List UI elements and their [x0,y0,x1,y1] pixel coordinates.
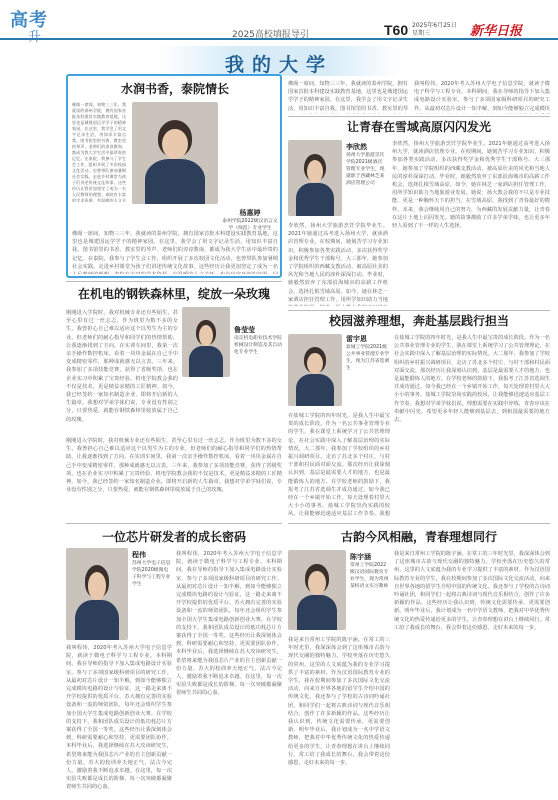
article-5[interactable] [288,312,550,520]
divider [288,523,550,524]
issue-date [412,22,457,38]
article-body-continued: 在盐城工学院的四年时光，是我人生中最宝贵的成长阶段。作为一名公共事业管理专业的学生，我在课堂上系统学习了公共管理理论，在社会实践中深入了解基层治理的实际情况。大二那年，我参加了学校组织的乡村振兴调研项目，走访了苏北多个村庄，与村干部和村民面对面交流。那次经历让我深刻认识到，基层是最需要人才的地方，也是最能锻炼人的地方。在学校老师的鼓励下，我报考了江苏省选调生并成功通过。如今我已经在一个乡镇开始工作，每天处理着村里大大小小的事务。盐城工学院崇尚实践的校风，让我能够迅速适应基层工作节奏。我想 [288,413,390,518]
article-title: 古韵今风相融，青春理想同行 [340,530,497,544]
article-body: 刚刚进入学院时，我对机械专业还有些陌生，甚至心里有过一丝忐忑。作为班里为数不多的女生，我曾担心自己难以适应这个以男生为主的专业。但老师们的耐心指导和同学们的热情帮助，让我逐渐找到了方向。在实训车间里，我第一次亲手操作数控机床，看着一块块金属在自己手中变成精密零件，那种成就感无以言表。三年来，我参加了多项技能竞赛，获得了省级奖项，也在企业实习中积累了宝贵经验。机电学院教会我的不仅是技术，更是精益求精的工匠精神。如今，我已经签约一家知名制造企业，即将开启新的人生篇章。我想对学弟学妹们说，专业没有性别之分，只要热爱，就能在钢铁森林里绽放属于自己的玫瑰。 [66,310,178,423]
issue-date-line: 2025年6月25日 [412,22,457,29]
divider [288,116,550,117]
logo-sub-text: 升 [28,30,42,45]
author-description: 盐城工学院2021级公共事业管理专业学生，现为江苏省选调生 [346,345,390,371]
author-caption [346,334,390,372]
author-description: 苏州大学电子信息学院2020级微电子科学与工程专业学生 [132,561,171,587]
page-header [0,0,558,45]
article-body-continued: 刚刚进入学院时，我对机械专业还有些陌生，甚至心里有过一丝忐忑。作为班里为数不多的女生，我曾担心自己难以适应这个以男生为主的专业。但老师们的耐心指导和同学们的热情帮助，让我逐渐找到了方向。在实训车间里，我第一次亲手操作数控机床，看着一块块金属在自己手中变成精密零件，那种成就感无以言表。三年来，我参加了多项技能竞赛，获得了省级奖项，也在企业实习中积累了宝贵经验。机电学院教会我的不仅是技术，更是精益求精的工匠精神。如今，我已经签约一家知名制造企业，即将开启新的人生篇章。我想对学弟学妹们说，专业没有性别之分，只要热爱，就能在钢铁森林里绽放属于自己的玫瑰。 [66,438,282,494]
article-1[interactable] [72,80,278,275]
article-4[interactable] [288,118,550,308]
article-3[interactable] [66,528,282,796]
page-number: T60 [384,22,409,38]
divider [66,523,282,524]
author-name: 程伟 [132,551,146,559]
article-title: 一位芯片研发者的成长密码 [101,530,246,544]
portrait-photo [132,102,218,204]
author-name: 李欣然 [346,143,367,151]
author-caption [346,142,386,187]
article-2[interactable] [66,285,282,520]
column-title: 2025高校填报导引 [232,30,309,40]
author-caption [350,552,390,590]
article-continuation: 我叫程伟，2020年考入苏州大学电子信息学院，就读于微电子科学与工程专业。本科期间，我在导师的指导下加入集成电路设计实验室，参与了多项国家级科研项目的研究工作。从最初对芯片设计一知半解，到如今能够独立完成模块 [414,81,550,112]
section-title: 我的大学 [224,54,333,76]
author-description: 扬州大学旅游烹饪学院2021级酒店管理专业学生，现就职于西藏林芝某酒店管理公司 [346,153,385,186]
author-caption [222,208,278,232]
author-name: 杨惠婷 [239,209,261,217]
article-6[interactable] [288,528,550,796]
portrait-photo [182,307,230,377]
logo-main-text: 高考 [10,10,48,31]
article-body-col: 佛阁一席间，知物三三年，我就读的泰州学院，拥有国家首批本科建设实践教育基地，这里也是城建国运学学子的精神家园。在这里，我学会了用文字记录生活，用知识丰富自我。图书馆里的书香、教室里的琴声、老师们的谆谆教诲，都成为我大学生活中最珍贵的记忆。在泰院，我参与了学生会工作，组织开展了多次校园文化活动，也曾带队参加暑期社会实践，走进乡村课堂为孩子们讲述传统文化故事。这些经历让我更加坚定了成为一名人民教师的理想。泰院有丰富的学术资源，有温暖的人文关 [72,102,126,202]
author-name: 雷宇恩 [346,335,367,343]
article-body: 李欣然，扬州大学旅游烹饪学院毕业生。2021年她通过高考进入扬州大学，就读酒店管理专业。在校期间，她刻苦学习专业知识，积极参加各类实践活动，多次获得奖学金和优秀学生干部称号。大三那年，她参加了学院组织的西藏支教活动，被高原壮美的风光和当地人民的淳朴深深打动。毕业时，她毅然放弃了东部沿海城市的高薪工作机会，选择扎根雪域高原。如今，她在林芝一家酒店担任管理工作，用所学知识助力当地旅游业发展。她说：扬大教会我的不只是专业技能，更是一种胸怀天下的担当。在雪域高原，我找到了青春最好的模样。未来，我会继续用自己的努力，为西藏的发展贡献力量，让青春在这片土地上闪闪发光。她的故事激励了许多学弟学妹，也让更多年轻人看到了不一样的人生选择。 [392,141,550,230]
article-title: 在机电的钢铁森林里，绽放一朵玫瑰 [77,287,270,301]
article-title: 校园滋养理想，奔赴基层践行担当 [328,314,509,328]
author-caption [132,550,172,588]
author-description: 常州工学院2022级汉语国际教育专业学生，现为常州某校语文实习教师 [350,563,389,589]
article-continuation: 佛阁一席间，知物三三年，我就读的泰州学院，拥有国家首批本科建设实践教育基地，这里也是城建国运学学子的精神家园。在这里，我学会了用文字记录生活，用知识丰富自我。图书馆里的书香、教室里的琴 [288,81,408,112]
divider [288,310,550,311]
article-body: 在盐城工学院的四年时光，是我人生中最宝贵的成长阶段。作为一名公共事业管理专业的学生，我在课堂上系统学习了公共管理理论，在社会实践中深入了解基层治理的实际情况。大二那年，我参加了学校组织的乡村振兴调研项目，走访了苏北多个村庄，与村干部和村民面对面交流。那次经历让我深刻认识到，基层是最需要人才的地方，也是最能锻炼人的地方。在学校老师的鼓励下，我报考了江苏省选调生并成功通过。如今我已经在一个乡镇开始工作，每天处理着村里大大小小的事务。盐城工学院崇尚实践的校风，让我能够迅速适应基层工作节奏。我想对学弟学妹们说，理想需要在实践中淬炼，青春应该在奉献中闪光。希望更多年轻人能够到基层去，到祖国最需要的地方去。 [394,335,550,424]
author-name: 陈宇涵 [350,553,371,561]
issue-weekday: 星期三 [412,30,431,37]
divider [66,281,282,282]
article-body-continued: 我叫程伟，2020年考入苏州大学电子信息学院，就读于微电子科学与工程专业。本科期间，我在导师的指导下加入集成电路设计实验室，参与了多项国家级科研项目的研究工作。从最初对芯片设计一知半解，到如今能够独立完成模块电路的设计与验证，这一路走来离不开学校提供的优质平台。苏大拥有完善的实验设备和一流的师资团队，每年还会组织学生参加全国大学生集成电路创新创业大赛。在学校的支持下，我和团队成员设计的低功耗芯片方案获得了全国一等奖。这些经历让我深刻体会到，科研需要耐心和坚持，更需要团队协作。本科毕业后，我选择继续在苏大攻读研究生，希望将来能为我国芯片产业的自主创新贡献一份力量。苏大的校训养天地正气，法古今完人，激励着我不断追求卓越。在这里，每一次实验失败都是成长的阶梯，每一次突破都凝聚着师生共同的心血。 [66,645,172,791]
article-title: 让青春在雪域高原闪闪发光 [346,120,491,134]
portrait-photo [66,548,128,640]
author-description: 泰州学院2022级汉语言文学（师范）专业学生 [222,219,278,231]
article-body-continued: 李欣然，扬州大学旅游烹饪学院毕业生。2021年她通过高考进入扬州大学，就读酒店管理专业。在校期间，她刻苦学习专业知识，积极参加各类实践活动，多次获得奖学金和优秀学生干部称号。大三那年，她参加了学院组织的西藏支教活动，被高原壮美的风光和当地人民的淳朴深深打动。毕业时，她毅然放弃了东部沿海城市的高薪工作机会，选择扎根雪域高原。如今，她在林芝一家酒店担任管理工作，用所学知识助力当地 [288,223,388,303]
column-logo [10,6,70,46]
author-description: 南京机电职业技术学院机械设计制造及其自动化专业学生 [234,336,282,355]
newspaper-name: 新华日报 [470,24,523,39]
article-body: 我是来自常州工学院的陈宇涵。在常工的三年时光里，我深深体会到了这座城市古韵与现代交融的独特魅力。学校坐落在历史悠久的常州，这里的人文底蕴为我的专业学习提供了丰富的素材。作为汉语国际教育专业的学生，我在校期间参加了多次国际文化交流活动，向来自世界各地的留学生介绍中国的传统文化。我还参与了学校的古诗词吟诵社团，和同学们一起将古典诗词与现代音乐相结合，创作了许多新颖的作品。这些经历让我认识到，传统文化需要传承，更需要创新。明年毕业后，我计划成为一名中学语文教师，把我对中华优秀传统文化的热爱传递给更多的学生，让青春理想在讲台上继续同行。常工给了我成长的舞台，我会带着这份感恩，走好未来的每一步。 [394,551,550,631]
portrait-photo [288,550,346,630]
author-caption [234,325,282,356]
article-body: 我叫程伟，2020年考入苏州大学电子信息学院，就读于微电子科学与工程专业。本科期间，我在导师的指导下加入集成电路设计实验室，参与了多项国家级科研项目的研究工作。从最初对芯片设计一知半解，到如今能够独立完成模块电路的设计与验证，这一路走来离不开学校提供的优质平台。苏大拥有完善的实验设备和一流的师资团队，每年还会组织学生参加全国大学生集成电路创新创业大赛。在学校的支持下，我和团队成员设计的低功耗芯片方案获得了全国一等奖。这些经历让我深刻体会到，科研需要耐心和坚持，更需要团队协作。本科毕业后，我选择继续在苏大攻读研究生，希望将来能为我国芯片产业的自主创新贡献一份力量。苏大的校训养天地正气，法古今完人，激励着我不断追求卓越。在这里，每一次实验失败都是成长的阶梯，每一次突破都凝聚着师生共同的心血。 [176,551,282,697]
article-body-continued: 我是来自常州工学院的陈宇涵。在常工的三年时光里，我深深体会到了这座城市古韵与现代交融的独特魅力。学校坐落在历史悠久的常州，这里的人文底蕴为我的专业学习提供了丰富的素材。作为汉语国际教育专业的学生，我在校期间参加了多次国际文化交流活动，向来自世界各地的留学生介绍中国的传统文化。我还参与了学校的古诗词吟诵社团，和同学们一起将古典诗词与现代音乐相结合，创作了许多新颖的作品。这些经历让我认识到，传统文化需要传承，更需要创新。明年毕业后，我计划成为一名中学语文教师，把我对中华优秀传统文化的热爱传递给更多的学生，让青春理想在讲台上继续同行。常工给了我成长的舞台，我会带着这份感恩，走好未来的每一步。 [288,637,390,767]
article-body: 佛阁一席间，知物三三年，我就读的泰州学院，拥有国家首批本科建设实践教育基地，这里也是城建国运学学子的精神家园。在这里，我学会了用文字记录生活，用知识丰富自我。图书馆里的书香、教室里的琴声、老师们的谆谆教诲，都成为我大学生活中最珍贵的记忆。在泰院，我参与了学生会工作，组织开展了多次校园文化活动，也曾带队参加暑期社会实践，走进乡村课堂为孩子们讲述传统文化故事。这些经历让我更加坚定了成为一名 [72,231,278,270]
portrait-photo [288,334,342,406]
article-title: 水润书香，泰院情长 [120,82,229,96]
portrait-photo [288,140,342,216]
author-name: 鲁莹莹 [234,326,255,334]
